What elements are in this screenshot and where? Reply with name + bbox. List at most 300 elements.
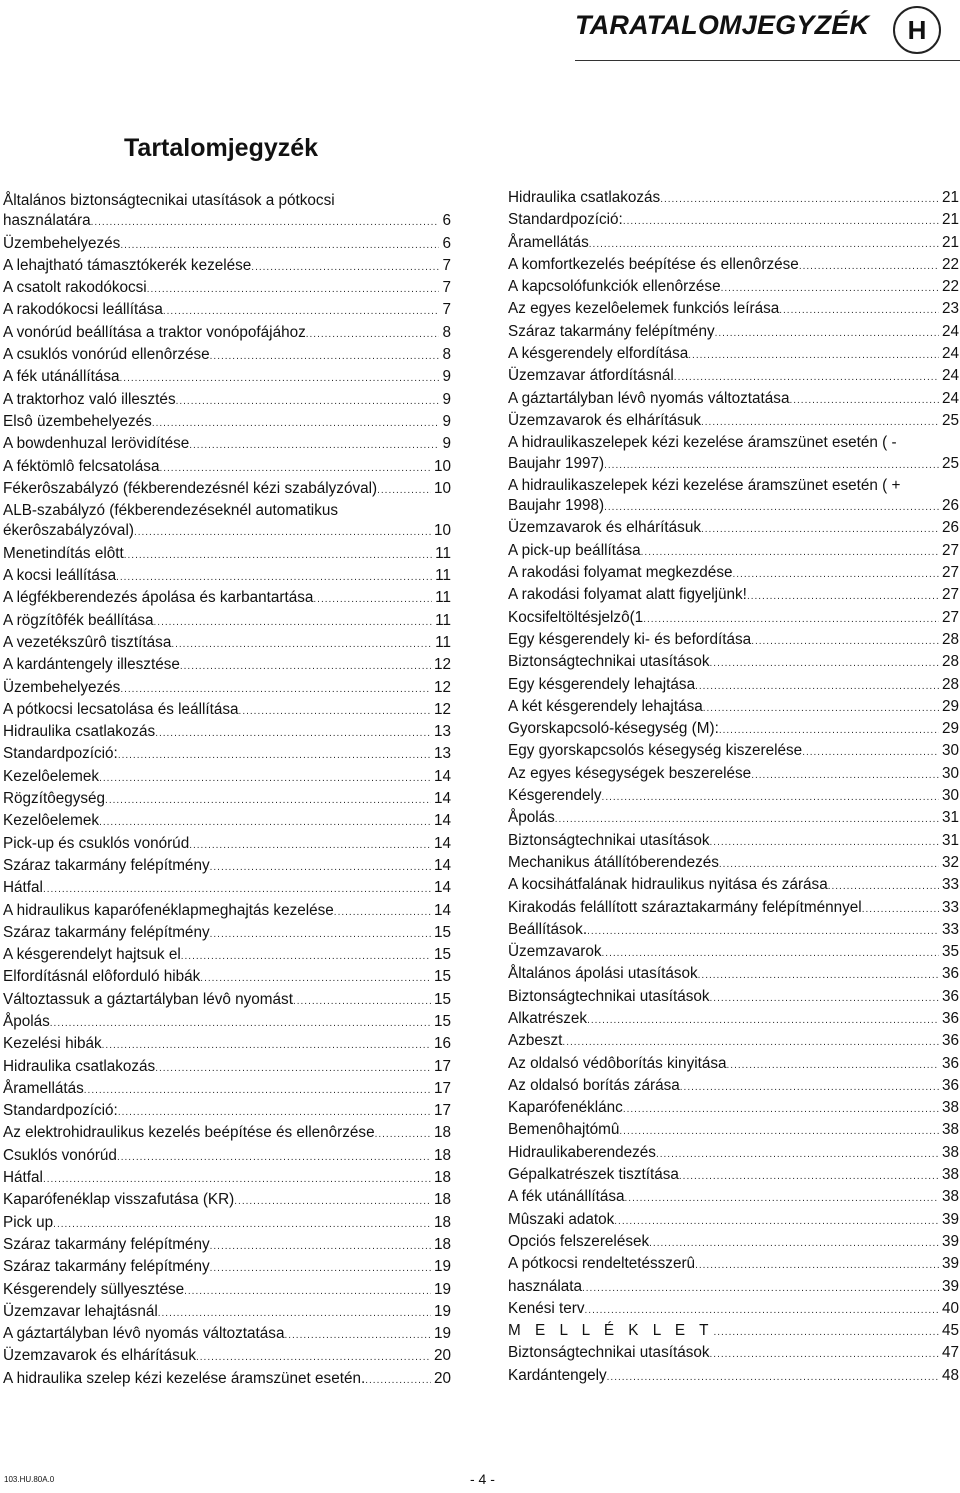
toc-entry[interactable]: [508, 920, 959, 942]
toc-entry[interactable]: [3, 789, 451, 811]
dot-leader: [555, 808, 939, 830]
dot-leader: [641, 541, 939, 563]
toc-entry-page: 17: [433, 1079, 451, 1097]
toc-entry-title: Biztonságtechnikai utasítások: [508, 987, 710, 1005]
dot-leader: [99, 811, 431, 833]
toc-entry-title-line: A hidraulikaszelepek kézi kezelése áramszünet esetén ( -: [508, 434, 897, 452]
toc-entry-title: A pick-up beállítása: [508, 541, 641, 559]
toc-entry-title: A hidraulika szelep kézi kezelése áramszünet esetén.: [3, 1369, 366, 1387]
toc-entry[interactable]: [3, 1235, 451, 1257]
toc-entry-title: Fékerôszabályzó (fékberendezésnél kézi szabályzóval): [3, 479, 378, 497]
toc-entry-page: 29: [941, 697, 959, 715]
dot-leader: [789, 389, 939, 411]
toc-entry-title: A vonórúd beállítása a traktor vonópofájához: [3, 323, 306, 341]
toc-entry-title: A rögzítôfék beállítása: [3, 611, 154, 629]
toc-entry[interactable]: [508, 518, 959, 540]
toc-entry[interactable]: [508, 1165, 959, 1187]
toc-entry[interactable]: [3, 323, 451, 345]
toc-entry[interactable]: [508, 233, 959, 255]
dot-leader: [719, 719, 939, 741]
toc-entry-title: A két késgerendely lehajtása: [508, 697, 703, 715]
toc-entry[interactable]: [3, 744, 451, 766]
toc-entry-page: 6: [442, 212, 451, 230]
dot-leader: [802, 741, 939, 763]
toc-entry-title: Åpolás: [508, 809, 555, 827]
dot-leader: [589, 233, 939, 255]
dot-leader: [189, 434, 439, 456]
dot-leader: [155, 722, 431, 744]
toc-entry[interactable]: [3, 588, 451, 610]
toc-entry[interactable]: [508, 1232, 959, 1254]
toc-entry-title: Mûszaki adatok: [508, 1210, 615, 1228]
toc-entry[interactable]: [508, 652, 959, 674]
toc-entry[interactable]: [3, 544, 451, 566]
dot-leader: [53, 1213, 431, 1235]
toc-entry-page: 38: [941, 1188, 959, 1206]
toc-entry[interactable]: [3, 811, 451, 833]
dot-leader: [619, 1120, 939, 1142]
toc-entry-page: 18: [433, 1213, 451, 1231]
toc-entry-page: 7: [442, 256, 451, 274]
toc-entry[interactable]: [508, 697, 959, 719]
toc-entry[interactable]: [508, 299, 959, 321]
toc-entry-title: Kaparófenéklánc: [508, 1099, 623, 1117]
toc-entry[interactable]: [508, 675, 959, 697]
toc-entry-page: 26: [941, 519, 959, 537]
dot-leader: [649, 1232, 939, 1254]
toc-entry-page: 12: [433, 656, 451, 674]
toc-entry-page: 16: [433, 1035, 451, 1053]
dot-leader: [120, 367, 440, 389]
toc-entry[interactable]: [3, 1146, 451, 1168]
toc-entry-title: Az oldalsó védôborítás kinyitása: [508, 1054, 727, 1072]
dot-leader: [155, 1057, 431, 1079]
toc-entry-title: Gépalkatrészek tisztítása: [508, 1166, 679, 1184]
toc-entry-page: 33: [941, 920, 959, 938]
dot-leader: [134, 521, 431, 543]
toc-entry-page: 36: [941, 987, 959, 1005]
toc-entry-page: 15: [433, 923, 451, 941]
dot-leader: [660, 188, 939, 210]
toc-entry-page: 9: [442, 390, 451, 408]
toc-entry-title: Üzembehelyezés: [3, 234, 121, 252]
dot-leader: [602, 786, 939, 808]
toc-entry-page: 19: [433, 1258, 451, 1276]
toc-entry-page: 27: [941, 541, 959, 559]
language-badge: H: [893, 6, 941, 54]
dot-leader: [306, 323, 440, 345]
toc-entry[interactable]: [3, 300, 451, 322]
toc-entry[interactable]: [508, 344, 959, 366]
dot-leader: [715, 322, 939, 344]
toc-entry[interactable]: [508, 741, 959, 763]
dot-leader: [43, 878, 431, 900]
toc-entry-page: 39: [941, 1255, 959, 1273]
dot-leader: [604, 454, 939, 476]
toc-entry[interactable]: [508, 786, 959, 808]
toc-entry[interactable]: [508, 188, 959, 210]
toc-entry[interactable]: [3, 1324, 451, 1346]
header-title: TARATALOMJEGYZÉK: [575, 10, 870, 40]
toc-entry-page: 11: [435, 589, 451, 607]
toc-entry[interactable]: [3, 1101, 451, 1123]
toc-entry-page: 15: [433, 990, 451, 1008]
toc-entry-title: Baujahr 1998): [508, 497, 605, 515]
toc-entry-page: 39: [941, 1277, 959, 1295]
dot-leader: [562, 1031, 939, 1053]
toc-entry[interactable]: [508, 1031, 959, 1053]
page-title: Tartalomjegyzék: [124, 134, 319, 162]
toc-entry[interactable]: [3, 457, 451, 479]
toc-entry[interactable]: [3, 678, 451, 700]
toc-entry-page: 48: [941, 1366, 959, 1384]
dot-leader: [334, 901, 431, 923]
toc-entry-title: Egy késgerendely ki- és befordítása: [508, 630, 752, 648]
toc-entry[interactable]: [508, 1143, 959, 1165]
dot-leader: [120, 678, 431, 700]
toc-entry[interactable]: [508, 585, 959, 607]
toc-entry-page: 18: [433, 1146, 451, 1164]
toc-entry[interactable]: [3, 945, 451, 967]
toc-entry-title: ékerôszabályzóval): [3, 522, 134, 540]
toc-entry[interactable]: [508, 1054, 959, 1076]
toc-entry-title: A bowdenhuzal lerövidítése: [3, 435, 190, 453]
toc-entry-title: A kardántengely illesztése: [3, 656, 180, 674]
toc-entry[interactable]: [3, 655, 451, 677]
toc-entry-page: 9: [442, 412, 451, 430]
toc-entry-page: 26: [941, 497, 959, 515]
dot-leader: [118, 744, 431, 766]
toc-entry-page: 15: [433, 946, 451, 964]
dot-leader: [210, 1257, 431, 1279]
toc-entry-page: 13: [433, 723, 451, 741]
toc-entry-title: Változtassuk a gáztartályban lévô nyomást: [3, 990, 293, 1008]
toc-entry[interactable]: [508, 210, 959, 232]
toc-entry[interactable]: [3, 967, 451, 989]
toc-entry[interactable]: [3, 1079, 451, 1101]
toc-entry-title: Opciós felszerelések: [508, 1232, 650, 1250]
toc-entry[interactable]: [3, 878, 451, 900]
toc-entry[interactable]: [3, 1190, 451, 1212]
toc-entry-page: 27: [941, 608, 959, 626]
dot-leader: [710, 1343, 939, 1365]
toc-entry[interactable]: [508, 1210, 959, 1232]
toc-entry-title: A fék utánállítása: [508, 1188, 625, 1206]
toc-entry-page: 27: [941, 586, 959, 604]
dot-leader: [210, 856, 431, 878]
toc-entry[interactable]: [3, 234, 451, 256]
toc-entry-page: 12: [433, 678, 451, 696]
dot-leader: [99, 767, 431, 789]
toc-entry[interactable]: [3, 278, 451, 300]
toc-entry[interactable]: [508, 719, 959, 741]
toc-entry-title: Hidraulika csatlakozás: [3, 723, 156, 741]
toc-entry-title: A csatolt rakodókocsi: [3, 279, 147, 297]
toc-entry-title: Kezelôelemek: [3, 767, 100, 785]
toc-entry[interactable]: [3, 990, 451, 1012]
toc-entry-page: 33: [941, 898, 959, 916]
toc-entry-title: Kezelési hibák: [3, 1035, 102, 1053]
toc-entry[interactable]: [508, 853, 959, 875]
toc-entry-title: A kapcsolófunkciók ellenôrzése: [508, 278, 721, 296]
toc-entry[interactable]: [508, 454, 959, 476]
toc-entry[interactable]: [508, 1187, 959, 1209]
toc-entry-page: 32: [941, 853, 959, 871]
toc-entry-title: Száraz takarmány felépítmény: [508, 322, 715, 340]
toc-entry-title: Alkatrészek: [508, 1009, 588, 1027]
toc-entry-title: Késgerendely süllyesztése: [3, 1280, 185, 1298]
toc-entry[interactable]: [3, 367, 451, 389]
toc-entry[interactable]: [508, 1076, 959, 1098]
toc-entry-page: 36: [941, 1076, 959, 1094]
dot-leader: [176, 390, 440, 412]
dot-leader: [184, 1280, 431, 1302]
dot-leader: [587, 920, 939, 942]
toc-entry-title: Kardántengely: [508, 1366, 607, 1384]
toc-entry-title: A pótkocsi rendeltetésszerû: [508, 1255, 696, 1273]
toc-entry-title: Hidraulika csatlakozás: [3, 1057, 156, 1075]
dot-leader: [695, 675, 939, 697]
toc-entry-title: Beállítások.: [508, 920, 588, 938]
dot-leader: [727, 1054, 939, 1076]
dot-leader: [251, 256, 439, 278]
dot-leader: [751, 764, 939, 786]
toc-entry-title-line: A hidraulikaszelepek kézi kezelése áramszünet esetén ( +: [508, 476, 901, 494]
toc-entry[interactable]: [3, 1168, 451, 1190]
toc-entry-page: 10: [433, 457, 451, 475]
toc-entry-page: 36: [941, 965, 959, 983]
dot-leader: [181, 945, 431, 967]
toc-entry-page: 14: [433, 767, 451, 785]
toc-entry-title: Åramellátás: [3, 1079, 84, 1097]
toc-entry[interactable]: [3, 256, 451, 278]
toc-entry[interactable]: [508, 496, 959, 518]
toc-entry-title: A lehajtható támasztókerék kezelése: [3, 256, 252, 274]
toc-entry-title-line: Åltalános biztonságtecnikai utasítások a pótkocsi: [3, 192, 335, 209]
dot-leader: [120, 234, 439, 256]
toc-entry[interactable]: [508, 322, 959, 344]
toc-entry-title: Üzemzavarok és elhárításuk: [3, 1347, 196, 1365]
toc-entry[interactable]: [508, 1299, 959, 1321]
toc-entry-title: Elfordításnál elôforduló hibák: [3, 968, 201, 986]
dot-leader: [210, 923, 431, 945]
dot-leader: [585, 1299, 939, 1321]
toc-right-column: [508, 188, 959, 1388]
toc-entry-page: 14: [433, 834, 451, 852]
toc-entry-page: 38: [941, 1143, 959, 1161]
toc-entry[interactable]: [3, 1057, 451, 1079]
dot-leader: [710, 652, 939, 674]
toc-entry-title: Azbeszt: [508, 1032, 563, 1050]
toc-entry-page: 24: [941, 345, 959, 363]
toc-entry-title: Åramellátás: [508, 233, 589, 251]
toc-entry-page: 21: [941, 233, 959, 251]
toc-entry[interactable]: [3, 412, 451, 434]
toc-entry[interactable]: [3, 1034, 451, 1056]
toc-entry[interactable]: [3, 566, 451, 588]
header-rule: [575, 60, 960, 61]
toc-entry[interactable]: [508, 630, 959, 652]
dot-leader: [116, 566, 432, 588]
toc-entry[interactable]: [508, 277, 959, 299]
toc-entry[interactable]: [3, 1280, 451, 1302]
toc-entry[interactable]: [508, 255, 959, 277]
toc-entry[interactable]: [3, 700, 451, 722]
toc-entry-page: 36: [941, 1009, 959, 1027]
toc-entry-page: 17: [433, 1057, 451, 1075]
toc-entry-title: Üzemzavarok és elhárításuk: [508, 519, 701, 537]
toc-entry[interactable]: [508, 808, 959, 830]
toc-entry[interactable]: [3, 479, 451, 501]
toc-entry-page: 19: [433, 1302, 451, 1320]
toc-entry-page: 11: [435, 611, 451, 629]
toc-entry[interactable]: [508, 875, 959, 897]
toc-entry[interactable]: [508, 1254, 959, 1276]
toc-entry[interactable]: [3, 1012, 451, 1034]
toc-entry[interactable]: [508, 1321, 959, 1343]
toc-entry[interactable]: [3, 1123, 451, 1145]
dot-leader: [701, 411, 939, 433]
toc-entry[interactable]: [3, 390, 451, 412]
toc-entry-title: A légfékberendezés ápolása és karbantartása: [3, 589, 314, 607]
toc-entry-title: Standardpozíció:: [3, 745, 118, 763]
toc-entry-page: 6: [442, 234, 451, 252]
toc-entry[interactable]: [508, 1343, 959, 1365]
toc-entry-page: 14: [433, 790, 451, 808]
toc-entry[interactable]: [508, 366, 959, 388]
toc-entry[interactable]: [3, 434, 451, 456]
dot-leader: [189, 834, 431, 856]
toc-entry-page: 15: [433, 968, 451, 986]
toc-entry-title: A kocsi leállítása: [3, 567, 117, 585]
toc-entry-page: 8: [442, 346, 451, 364]
toc-entry[interactable]: [508, 1277, 959, 1299]
toc-entry-title: A vezetékszûrô tisztítása: [3, 633, 172, 651]
toc-entry[interactable]: [508, 389, 959, 411]
toc-entry-page: 29: [941, 720, 959, 738]
toc-entry[interactable]: [3, 722, 451, 744]
toc-entry-page: 25: [941, 411, 959, 429]
toc-entry-page: 20: [433, 1347, 451, 1365]
toc-entry-page: 20: [433, 1369, 451, 1387]
toc-entry[interactable]: [508, 541, 959, 563]
toc-entry-page: 31: [941, 809, 959, 827]
toc-entry[interactable]: [3, 1302, 451, 1324]
toc-entry-title: A komfortkezelés beépítése és ellenôrzése: [508, 255, 799, 273]
toc-entry[interactable]: [3, 856, 451, 878]
toc-entry[interactable]: [508, 608, 959, 630]
toc-entry[interactable]: [3, 345, 451, 367]
dot-leader: [200, 967, 431, 989]
toc-entry[interactable]: [508, 942, 959, 964]
toc-entry-page: 25: [941, 454, 959, 472]
toc-entry-title: Csuklós vonórúd: [3, 1146, 117, 1164]
dot-leader: [623, 1098, 939, 1120]
toc-entry[interactable]: [3, 1213, 451, 1235]
toc-entry[interactable]: [3, 901, 451, 923]
toc-entry[interactable]: [3, 211, 451, 233]
dot-leader: [701, 518, 939, 540]
toc-entry[interactable]: [508, 831, 959, 853]
toc-entry[interactable]: [508, 1120, 959, 1142]
toc-entry-title: Hátfal: [3, 879, 43, 897]
toc-entry-title: Egy késgerendely lehajtása: [508, 675, 696, 693]
dot-leader: [171, 633, 432, 655]
toc-entry[interactable]: [508, 898, 959, 920]
dot-leader: [210, 1235, 431, 1257]
dot-leader: [163, 300, 440, 322]
toc-entry-title: Késgerendely: [508, 787, 602, 805]
toc-entry-title: Üzemzavar lehajtásnál: [3, 1302, 158, 1320]
dot-leader: [614, 1210, 939, 1232]
dot-leader: [607, 1366, 939, 1388]
toc-entry[interactable]: [3, 633, 451, 655]
toc-entry-page: 9: [442, 368, 451, 386]
toc-entry-title: Száraz takarmány felépítmény: [3, 856, 210, 874]
toc-entry[interactable]: [508, 764, 959, 786]
toc-entry-title: Elsô üzembehelyezés: [3, 412, 152, 430]
dot-leader: [43, 1168, 431, 1190]
toc-entry-title: Standardpozíció:: [508, 211, 623, 229]
toc-entry[interactable]: [3, 923, 451, 945]
toc-entry[interactable]: [3, 1369, 451, 1391]
dot-leader: [159, 457, 431, 479]
dot-leader: [293, 990, 431, 1012]
toc-entry-title: Menetindítás elôtt: [3, 544, 124, 562]
toc-entry[interactable]: [3, 611, 451, 633]
toc-entry-page: 39: [941, 1210, 959, 1228]
toc-entry-title: Bemenôhajtómû: [508, 1121, 620, 1139]
toc-entry-page: 11: [435, 544, 451, 562]
toc-entry[interactable]: [3, 834, 451, 856]
toc-entry-page: 38: [941, 1166, 959, 1184]
toc-entry-title: A féktömlô felcsatolása: [3, 457, 160, 475]
toc-entry[interactable]: [508, 1366, 959, 1388]
dot-leader: [656, 1143, 939, 1165]
toc-entry-page: 10: [433, 522, 451, 540]
dot-leader: [284, 1324, 431, 1346]
dot-leader: [91, 211, 440, 233]
toc-entry-title: Üzemzavarok: [508, 943, 602, 961]
toc-entry-title: Pick-up és csuklós vonórúd: [3, 834, 190, 852]
toc-entry-title: Száraz takarmány felépítmény: [3, 1235, 210, 1253]
dot-leader: [625, 1187, 939, 1209]
toc-entry[interactable]: [508, 411, 959, 433]
toc-entry[interactable]: [3, 1257, 451, 1279]
toc-entry[interactable]: [508, 1009, 959, 1031]
toc-entry-page: 8: [442, 323, 451, 341]
toc-entry[interactable]: [508, 563, 959, 585]
dot-leader: [239, 700, 431, 722]
toc-entry-title: Kenési terv: [508, 1299, 585, 1317]
toc-entry-page: 19: [433, 1325, 451, 1343]
toc-entry-page: 24: [941, 322, 959, 340]
toc-entry-page: 30: [941, 787, 959, 805]
toc-entry-page: 14: [433, 901, 451, 919]
dot-leader: [679, 1165, 939, 1187]
toc-entry[interactable]: [508, 1098, 959, 1120]
dot-leader: [152, 412, 440, 434]
toc-entry[interactable]: [508, 964, 959, 986]
toc-entry[interactable]: [508, 987, 959, 1009]
page-number: - 4 -: [470, 1471, 495, 1487]
toc-entry[interactable]: [3, 1346, 451, 1368]
toc-entry[interactable]: [3, 521, 451, 543]
toc-entry-title: Üzemzavar átfordításnál: [508, 367, 674, 385]
toc-entry-page: 35: [941, 943, 959, 961]
toc-entry-title: A rakodókocsi leállítása: [3, 301, 163, 319]
toc-entry[interactable]: [3, 767, 451, 789]
